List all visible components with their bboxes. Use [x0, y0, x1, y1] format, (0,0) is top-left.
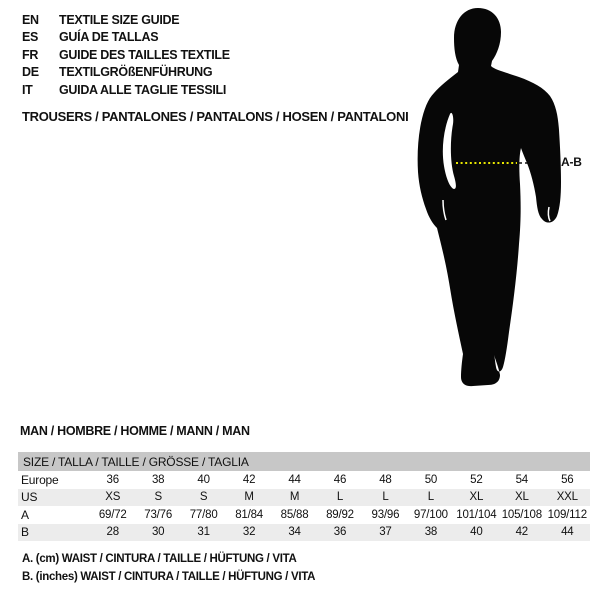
- size-cell: XL: [499, 489, 544, 507]
- row-label-us: US: [18, 489, 90, 507]
- size-cell: XL: [454, 489, 499, 507]
- size-cell: 109/112: [547, 508, 587, 521]
- size-cell: 85/88: [280, 508, 309, 521]
- size-cell: 40: [454, 524, 499, 542]
- measure-label-ab: A-B: [561, 155, 582, 169]
- size-table: [18, 452, 590, 541]
- size-cell: S: [135, 489, 180, 507]
- size-cell: 89/92: [326, 508, 354, 521]
- size-cell: 34: [272, 524, 317, 542]
- language-label: TEXTILE SIZE GUIDE: [59, 13, 180, 27]
- row-label-a: A: [21, 507, 29, 522]
- size-cell: S: [181, 489, 226, 507]
- size-cell: 38: [151, 473, 165, 486]
- size-cell: 28: [90, 524, 135, 542]
- size-cell: 37: [363, 524, 408, 542]
- language-label: GUIDE DES TAILLES TEXTILE: [59, 47, 230, 62]
- language-label: GUÍA DE TALLAS: [59, 30, 159, 45]
- size-cell: 56: [561, 473, 574, 486]
- size-cell: L: [408, 489, 453, 507]
- size-table-header: SIZE / TALLA / TAILLE / GRÖSSE / TAGLIA: [18, 452, 590, 471]
- table-row-us: [18, 489, 590, 507]
- table-row-europe: [18, 471, 590, 489]
- note-a-cm: A. (cm) WAIST / CINTURA / TAILLE / HÜFTUNG / VITA: [22, 553, 297, 565]
- size-cell: 52: [470, 473, 483, 486]
- size-cell: 38: [408, 524, 453, 542]
- category-title: TROUSERS / PANTALONES / PANTALONS / HOSEN / PANTALONI: [22, 109, 409, 124]
- size-cell: 31: [181, 524, 226, 542]
- size-cell: 30: [135, 524, 180, 542]
- table-row-a-cm: [18, 506, 590, 524]
- size-cell: 101/104: [456, 508, 497, 521]
- size-cell: 42: [242, 473, 256, 486]
- man-silhouette-body: [418, 8, 561, 386]
- row-label-b: B: [18, 524, 90, 542]
- size-cell: 36: [317, 524, 362, 542]
- size-cell: 46: [333, 473, 347, 486]
- size-cell: 54: [515, 473, 528, 486]
- size-cell: 50: [424, 473, 438, 486]
- language-code: ES: [22, 30, 39, 45]
- size-cell: L: [317, 489, 362, 507]
- size-cell: XXL: [545, 489, 590, 507]
- size-cell: 44: [545, 524, 590, 542]
- table-row-b-inches: [18, 524, 590, 542]
- language-label: GUIDA ALLE TAGLIE TESSILI: [59, 82, 227, 97]
- man-silhouette-icon: [408, 0, 600, 400]
- row-label-europe: Europe: [21, 472, 59, 487]
- language-code: DE: [22, 65, 39, 80]
- size-cell: L: [363, 489, 408, 507]
- size-cell: 40: [197, 473, 210, 486]
- language-code: EN: [22, 13, 39, 27]
- size-cell: 81/84: [235, 508, 263, 521]
- size-cell: M: [226, 489, 271, 507]
- size-cell: M: [272, 489, 317, 507]
- language-code: IT: [22, 82, 33, 97]
- language-code: FR: [22, 47, 39, 62]
- size-cell: 73/76: [144, 508, 173, 521]
- size-cell: 93/96: [371, 508, 400, 521]
- size-cell: 36: [106, 473, 119, 486]
- size-cell: 105/108: [501, 508, 542, 521]
- size-cell: 44: [288, 473, 301, 486]
- size-cell: 77/80: [189, 508, 218, 521]
- size-cell: XS: [90, 489, 135, 507]
- size-cell: 48: [379, 473, 392, 486]
- note-b-inches: B. (inches) WAIST / CINTURA / TAILLE / HÜFTUNG / VITA: [22, 570, 316, 583]
- language-label: TEXTILGRÖßENFÜHRUNG: [59, 65, 213, 80]
- size-table-header-row: [18, 452, 590, 471]
- size-cell: 42: [499, 524, 544, 542]
- size-cell: 69/72: [98, 508, 127, 521]
- measurement-notes: [22, 551, 315, 586]
- size-cell: 97/100: [413, 508, 448, 521]
- size-cell: 32: [226, 524, 271, 542]
- gender-section-title: MAN / HOMBRE / HOMME / MANN / MAN: [20, 424, 250, 438]
